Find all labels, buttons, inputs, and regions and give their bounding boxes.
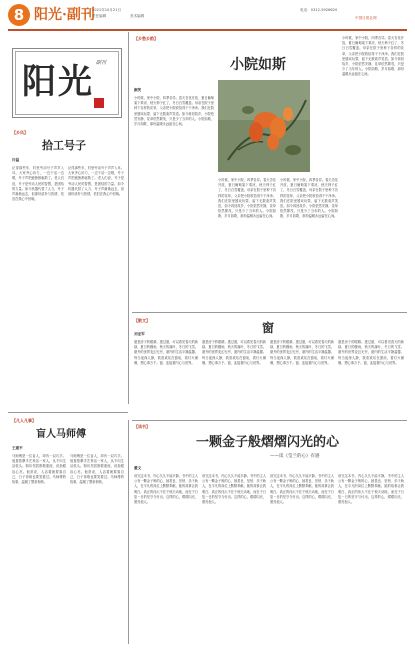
design-line: 美术编辑 [130, 14, 145, 18]
article-body-cont: 读完这本书，内心久久不能平静。书中的主人公有一颗金子般的心，她善良、坚韧、乐于助人，在平凡的岗位上默默奉献。她的故事让我明白，真正的伟大不在于惊天动地，而在于日复一日的坚守与付出。这样的心，熠熠闪光，照亮他人。 [202, 474, 266, 505]
article-title: 盲人马师傅 [36, 429, 86, 440]
date-line: 2021年10月21日 [92, 8, 122, 12]
article-byline: 许磊 [12, 158, 20, 162]
article-body: 读完这本书，内心久久不能平静。书中的主人公有一颗金子般的心，她善良、坚韧、乐于助人，在平凡的岗位上默默奉献。她的故事让我明白，真正的伟大不在于惊天动地，而在于日复一日的坚守与付出。这样的心，熠熠闪光，照亮他人。 [134, 474, 198, 505]
article-body-cont: 小时候，家中小院，四季各异。春天杏花开放，夏日葡萄架下乘凉，秋天柿子红了，冬日白雪覆盖。母亲在院子里种下各样的花草，父亲把小院收拾得干干净净。我们在院里嬉戏玩耍，留下无数欢声笑语。如今再回故乡，小院依然安静，花草依然繁茂，只是少了当年的人。小院如斯，岁月如歌，那份温暖永远留在心间。 [280, 178, 338, 219]
editor-line: 责任编辑 [92, 14, 107, 18]
article-body-cont: 读完这本书，内心久久不能平静。书中的主人公有一颗金子般的心，她善良、坚韧、乐于助人，在平凡的岗位上默默奉献。她的故事让我明白，真正的伟大不在于惊天动地，而在于日复一日的坚守与付出。这样的心，熠熠闪光，照亮他人。 [270, 474, 334, 505]
page-number: 8 [8, 4, 30, 26]
masthead-title: 阳光 [22, 62, 94, 102]
article-body: 窗是房子的眼睛。透过窗，可以看见春天的新绿，夏日的骤雨，秋天的落叶，冬日的飞雪。窗外的世界变幻无穷，窗内的生活平静温馨。每当夜深人静，我喜欢站在窗前，看灯火阑珊，想心事万千。窗，连接着内心与世界。 [134, 340, 198, 365]
article-body-cont: 窗是房子的眼睛。透过窗，可以看见春天的新绿，夏日的骤雨，秋天的落叶，冬日的飞雪。窗外的世界变幻无穷，窗内的生活平静温馨。每当夜深人静，我喜欢站在窗前，看灯火阑珊，想心事万千。窗，连接着内心与世界。 [202, 340, 266, 365]
article-tag: 【散文】 [134, 318, 150, 323]
article-body-cont: 窗是房子的眼睛。透过窗，可以看见春天的新绿，夏日的骤雨，秋天的落叶，冬日的飞雪。窗外的世界变幻无穷，窗内的生活平静温馨。每当夜深人静，我喜欢站在窗前，看灯火阑珊，想心事万千。窗，连接着内心与世界。 [338, 340, 404, 365]
flower-photo [218, 80, 310, 172]
article-body: 记得那些年，村里劳动号子声声入耳。大家齐心协力，一边干活一边唱，号子声把疲惫都驱散了。老人们说，号子是劳动人民的智慧，是团结的力量。如今机器代替了人力，号子声渐渐远去，但那份质朴与热情，依旧在我心中回响。 [12, 166, 64, 202]
article-byline: 刘亚军 [134, 332, 145, 336]
row-divider [132, 312, 407, 313]
article-body-cont: 小时候，家中小院，四季各异。春天杏花开放，夏日葡萄架下乘凉，秋天柿子红了，冬日白雪覆盖。母亲在院子里种下各样的花草，父亲把小院收拾得干干净净。我们在院里嬉戏玩耍，留下无数欢声笑语。如今再回故乡，小院依然安静，花草依然繁茂，只是少了当年的人。小院如斯，岁月如歌，那份温暖永远留在心间。 [218, 178, 276, 219]
article-tag: 【读书】 [134, 424, 150, 429]
contact-line: 电话：0312-5926620 [300, 8, 338, 12]
section-title: 阳光·副刊 [34, 7, 95, 23]
article-tag: 【凡人凡事】 [12, 418, 36, 423]
article-byline: 董文 [134, 466, 142, 470]
article-title: 拾工号子 [42, 139, 86, 152]
seal-stamp [94, 98, 104, 108]
header-rule [8, 29, 407, 31]
article-body-cont: 读完这本书，内心久久不能平静。书中的主人公有一颗金子般的心，她善良、坚韧、乐于助人，在平凡的岗位上默默奉献。她的故事让我明白，真正的伟大不在于惊天动地，而在于日复一日的坚守与付出。这样的心，熠熠闪光，照亮他人。 [338, 474, 404, 505]
article-tag: 【乡风】 [12, 130, 28, 135]
masthead-side-text: 副刊 [95, 60, 106, 66]
article-body-cont: 窗是房子的眼睛。透过窗，可以看见春天的新绿，夏日的骤雨，秋天的落叶，冬日的飞雪。窗外的世界变幻无穷，窗内的生活平静温馨。每当夜深人静，我喜欢站在窗前，看灯火阑珊，想心事万千。窗，连接着内心与世界。 [270, 340, 334, 365]
web-line: 中国日报社网 [355, 16, 377, 20]
article-body-cont: 小时候，家中小院，四季各异。春天杏花开放，夏日葡萄架下乘凉，秋天柿子红了，冬日白雪覆盖。母亲在院子里种下各样的花草，父亲把小院收拾得干干净净。我们在院里嬉戏玩耍，留下无数欢声笑语。如今再回故乡，小院依然安静，花草依然繁茂，只是少了当年的人。小院如斯，岁月如歌，那份温暖永远留在心间。 [342, 36, 404, 77]
column-divider [128, 32, 129, 312]
article-tag: 【乡愁乡韵】 [134, 36, 158, 41]
row-divider [132, 420, 407, 421]
article-body: 小时候，家中小院，四季各异。春天杏花开放，夏日葡萄架下乘凉，秋天柿子红了，冬日白雪覆盖。母亲在院子里种下各样的花草，父亲把小院收拾得干干净净。我们在院里嬉戏玩耍，留下无数欢声笑语。如今再回故乡，小院依然安静，花草依然繁茂，只是少了当年的人。小院如斯，岁月如歌，那份温暖永远留在心间。 [134, 96, 214, 127]
column-divider [128, 312, 129, 404]
article-body-cont: 记得那些年，村里劳动号子声声入耳。大家齐心协力，一边干活一边唱，号子声把疲惫都驱散了。老人们说，号子是劳动人民的智慧，是团结的力量。如今机器代替了人力，号子声渐渐远去，但那份质朴与热情，依旧在我心中回响。 [68, 166, 124, 197]
article-title: 一颗金子般熠熠闪光的心 [196, 435, 340, 450]
article-subtitle: ——读《莹兰的心》有感 [270, 454, 320, 459]
article-title: 小院如斯 [230, 57, 286, 73]
article-body: 马师傅是一位盲人，却有一双巧手。他靠按摩手艺养活一家人，从不向生活低头。街坊邻居都敬重他，说他眼盲心亮。他常说，人活着就要靠自己，日子再难也要笑着过。马师傅的故事，温暖了整条街巷。 [12, 454, 66, 485]
row-divider [8, 412, 128, 413]
article-byline: 王建平 [12, 446, 23, 450]
article-title: 窗 [262, 321, 275, 335]
column-divider [128, 420, 129, 644]
article-body-cont: 马师傅是一位盲人，却有一双巧手。他靠按摩手艺养活一家人，从不向生活低头。街坊邻居都敬重他，说他眼盲心亮。他常说，人活着就要靠自己，日子再难也要笑着过。马师傅的故事，温暖了整条街巷。 [70, 454, 124, 485]
article-byline: 颜笑 [134, 88, 142, 92]
